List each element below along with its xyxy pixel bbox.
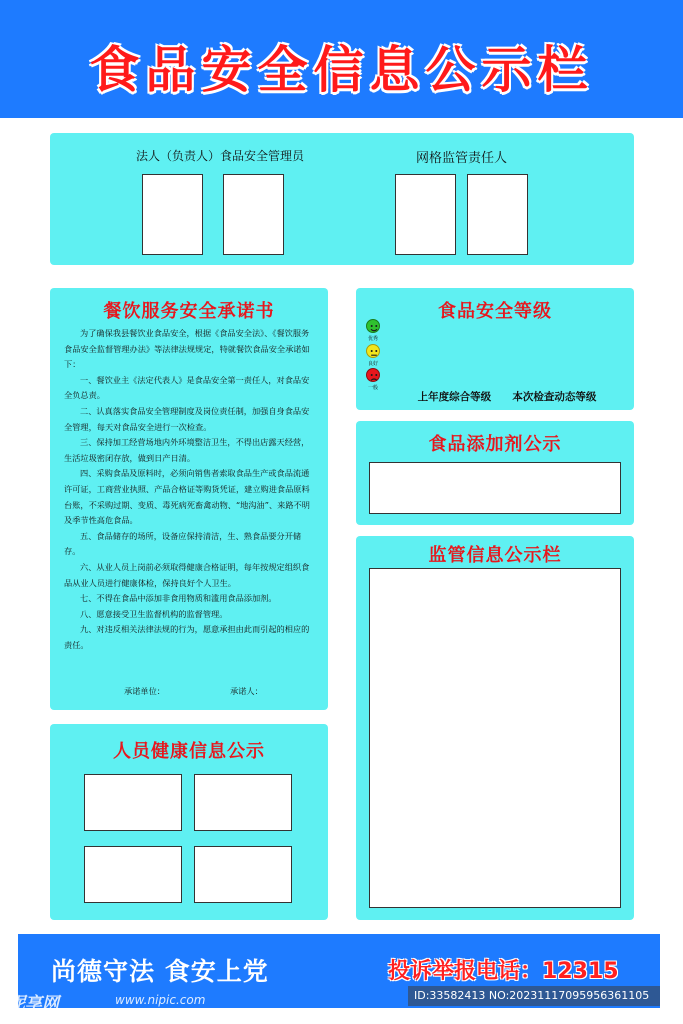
pledge-intro: 为了确保我县餐饮业食品安全，根据《食品安全法》、《餐饮服务食品安全监督管理办法》等法律法规规定，特就餐饮食品安全承诺如下：	[64, 328, 310, 370]
page-title: 食品安全信息公示栏	[89, 41, 594, 99]
pledge-item: 五、食品储存的场所，设备应保持清洁，生、熟食品要分开储存。	[64, 530, 302, 557]
pledge-item: 一、餐饮业主《法定代表人》是食品安全第一责任人，对食品安全负总责。	[64, 374, 310, 401]
regulatory-title: 监管信息公示栏	[428, 545, 562, 566]
additive-title: 食品添加剂公示	[428, 434, 562, 455]
grade-title: 食品安全等级	[438, 301, 552, 322]
grade-level-label: 一般	[367, 385, 378, 391]
legal-rep-label: 法人（负责人）	[136, 149, 221, 163]
pledge-item: 六、从业人员上岗前必须取得健康合格证明，每年按规定组织食品从业人员进行健康体检，保持良好个人卫生。	[64, 561, 310, 588]
additive-info-box	[369, 462, 621, 514]
pledge-sign-unit: 承诺单位：	[124, 686, 165, 696]
grid-supervisor-photo-2	[467, 174, 528, 255]
pledge-panel	[50, 288, 328, 710]
slogan: 尚德守法 食安上党	[51, 957, 269, 986]
pledge-item: 二、认真落实食品安全管理制度及岗位责任制，加强自身食品安全管理，每天对食品安全进行一次检查。	[64, 405, 310, 432]
pledge-item: 八、愿意接受卫生监督机构的监督管理。	[80, 608, 228, 619]
neutral-face-icon	[366, 344, 380, 358]
safety-manager-photo	[223, 174, 284, 255]
health-title: 人员健康信息公示	[113, 741, 265, 762]
safety-manager-label: 食品安全管理员	[220, 149, 305, 163]
health-certificate-box	[84, 774, 182, 831]
pledge-text	[64, 326, 314, 653]
watermark-url: www.nipic.com	[115, 993, 206, 1007]
smiley-face-icon	[366, 319, 380, 333]
watermark-id: ID:33582413 NO:20231117095956361105	[408, 986, 660, 1006]
grade-panel	[356, 288, 634, 410]
last-year-grade-label: 上年度综合等级	[417, 391, 492, 403]
grid-supervisor-photo-1	[395, 174, 456, 255]
hotline-number: 12315	[542, 959, 619, 984]
grade-level-label: 优秀	[367, 336, 378, 342]
grid-supervisor-label: 网格监管责任人	[416, 151, 508, 166]
complaint-hotline	[388, 954, 619, 985]
regulatory-info-box	[369, 568, 621, 908]
health-certificate-box	[84, 846, 182, 903]
pledge-title: 餐饮服务安全承诺书	[103, 301, 275, 322]
pledge-item: 三、保持加工经营场地内外环境整洁卫生，不得出店露天经营，生活垃圾密闭存放，做到日产日清。	[64, 437, 310, 463]
grade-labels	[368, 389, 646, 404]
personnel-panel	[50, 133, 634, 265]
pledge-item: 四、采购食品及原料时，必须向销售者索取食品生产或食品流通许可证，工商营业执照、产品合格证等购货凭证，建立购进食品原料台账，不采购过期、变质、毒死病死畜禽动物、“地沟油”、来路不明及季节性高危食品。	[64, 468, 310, 526]
regulatory-panel	[356, 536, 634, 920]
health-certificate-box	[194, 846, 292, 903]
pledge-item: 九、对违反相关法律法规的行为，愿意承担由此而引起的相应的责任。	[64, 624, 310, 650]
legal-rep-photo	[142, 174, 203, 255]
health-panel	[50, 724, 328, 920]
health-certificate-box	[194, 774, 292, 831]
current-grade-label: 本次检查动态等级	[512, 391, 597, 403]
additive-panel	[356, 421, 634, 525]
frown-face-icon	[366, 368, 380, 382]
pledge-sign-person: 承诺人：	[230, 686, 263, 696]
hotline-label: 投诉举报电话：	[388, 959, 543, 984]
grade-level-label: 良好	[367, 361, 378, 367]
pledge-item: 七、不得在食品中添加非食用物质和滥用食品添加剂。	[80, 593, 277, 604]
watermark-logo: 昵享网	[8, 994, 59, 1014]
header-banner	[0, 0, 683, 118]
